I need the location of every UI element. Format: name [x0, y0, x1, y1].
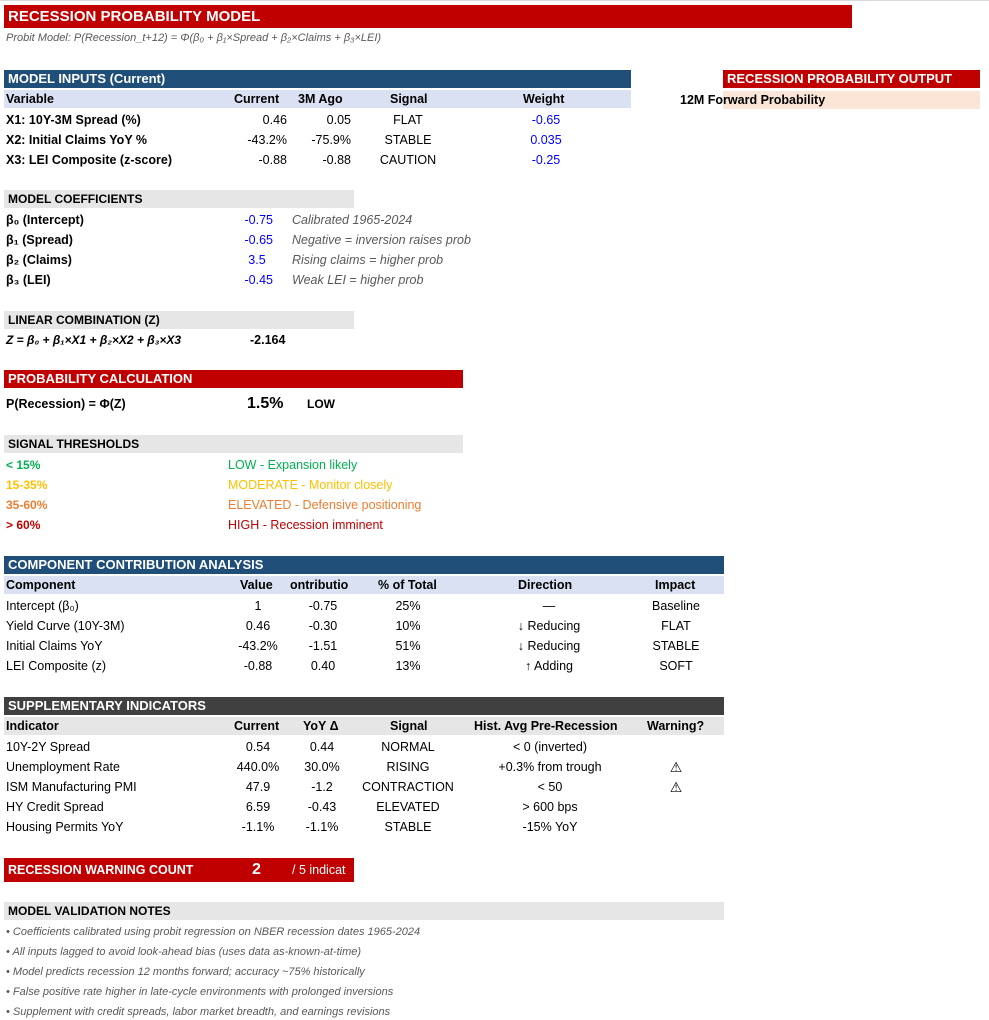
- input-3m-ago: -75.9%: [311, 133, 351, 147]
- contribution-column-header-row: [4, 576, 724, 594]
- supplementary-hist: +0.3% from trough: [498, 760, 602, 774]
- contribution-impact: FLAT: [661, 619, 691, 633]
- col-warning: Warning?: [647, 719, 705, 733]
- threshold-range: 35-60%: [6, 498, 48, 512]
- input-current: -43.2%: [247, 133, 287, 147]
- col-signal: Signal: [390, 719, 428, 733]
- warning-icon: ⚠: [669, 779, 683, 795]
- probability-label: P(Recession) = Φ(Z): [6, 397, 126, 411]
- supplementary-hist: -15% YoY: [522, 820, 578, 834]
- supplementary-yoy: -0.43: [307, 800, 337, 814]
- validation-note: • Supplement with credit spreads, labor market breadth, and earnings revisions: [6, 1006, 391, 1018]
- supplementary-signal: ELEVATED: [376, 800, 440, 814]
- supplementary-yoy: 30.0%: [304, 760, 340, 774]
- supplementary-current: 0.54: [245, 740, 271, 754]
- supplementary-signal: NORMAL: [381, 740, 435, 754]
- input-3m-ago: 0.05: [326, 113, 351, 127]
- coefficient-note: Rising claims = higher prob: [292, 253, 444, 267]
- col-hist-avg: Hist. Avg Pre-Recession: [474, 719, 618, 733]
- contribution-component: Intercept (β₀): [6, 599, 79, 613]
- input-variable: X2: Initial Claims YoY %: [6, 133, 148, 147]
- validation-note: • All inputs lagged to avoid look-ahead bias (uses data as-known-at-time): [6, 946, 362, 958]
- contribution-contrib: -0.30: [308, 619, 338, 633]
- input-variable: X3: LEI Composite (z-score): [6, 153, 172, 167]
- inputs-column-header-row: [4, 90, 631, 108]
- contribution-direction: ↓ Reducing: [517, 639, 581, 653]
- col-weight: Weight: [523, 92, 565, 106]
- col-component: Component: [6, 578, 76, 592]
- contribution-pct: 10%: [395, 619, 421, 633]
- contribution-impact: Baseline: [652, 599, 700, 613]
- contribution-row: [4, 596, 724, 616]
- col-indicator: Indicator: [6, 719, 59, 733]
- contribution-row: [4, 636, 724, 656]
- input-signal: STABLE: [384, 133, 432, 147]
- supplementary-signal: CONTRACTION: [362, 780, 454, 794]
- contribution-pct: 13%: [395, 659, 421, 673]
- coefficient-label: β₂ (Claims): [6, 253, 72, 267]
- linear-row: [4, 330, 604, 350]
- col-pct-total: % of Total: [378, 578, 437, 592]
- col-signal: Signal: [390, 92, 428, 106]
- threshold-row: [4, 455, 604, 475]
- supplementary-indicator: ISM Manufacturing PMI: [6, 780, 137, 794]
- supplementary-row: [4, 777, 724, 797]
- coefficient-row: [4, 250, 604, 270]
- col-yoy: YoY Δ: [303, 719, 339, 733]
- validation-header: MODEL VALIDATION NOTES: [4, 902, 724, 920]
- threshold-range: < 15%: [6, 458, 41, 472]
- grid-top-border: [0, 0, 989, 1]
- threshold-row: [4, 515, 604, 535]
- supplementary-current: 440.0%: [236, 760, 280, 774]
- coefficient-row: [4, 210, 604, 230]
- thresholds-header: SIGNAL THRESHOLDS: [4, 435, 463, 453]
- contribution-header: COMPONENT CONTRIBUTION ANALYSIS: [4, 556, 724, 574]
- supplementary-signal: STABLE: [384, 820, 432, 834]
- input-weight: -0.65: [531, 113, 561, 127]
- contribution-pct: 51%: [395, 639, 421, 653]
- coefficient-value: 3.5: [248, 253, 266, 267]
- supplementary-yoy: -1.2: [311, 780, 333, 794]
- warning-count-bar: [4, 858, 354, 882]
- contribution-direction: ↓ Reducing: [517, 619, 581, 633]
- supplementary-indicator: Unemployment Rate: [6, 760, 120, 774]
- contribution-component: Initial Claims YoY: [6, 639, 103, 653]
- warning-count-value: 2: [252, 861, 261, 878]
- contribution-value: -0.88: [243, 659, 273, 673]
- input-weight: -0.25: [531, 153, 561, 167]
- input-weight: 0.035: [530, 133, 562, 147]
- col-current: Current: [234, 92, 280, 106]
- output-label-text: 12M Forward Probability: [680, 93, 826, 107]
- threshold-row: [4, 495, 604, 515]
- supplementary-yoy: -1.1%: [305, 820, 339, 834]
- warning-icon: ⚠: [669, 759, 683, 775]
- contribution-contrib: -1.51: [308, 639, 338, 653]
- col-value: Value: [240, 578, 273, 592]
- coefficient-note: Calibrated 1965-2024: [292, 213, 413, 227]
- threshold-text: HIGH - Recession imminent: [228, 518, 383, 532]
- input-current: -0.88: [258, 153, 287, 167]
- coefficient-value: -0.75: [244, 213, 273, 227]
- coefficient-note: Negative = inversion raises prob: [292, 233, 471, 247]
- coefficient-label: β₃ (LEI): [6, 273, 51, 287]
- supplementary-yoy: 0.44: [309, 740, 335, 754]
- contribution-component: Yield Curve (10Y-3M): [6, 619, 125, 633]
- coefficient-row: [4, 230, 604, 250]
- validation-note: • Model predicts recession 12 months forward; accuracy ~75% historically: [6, 966, 365, 978]
- linear-formula: Z = β₀ + β₁×X1 + β₂×X2 + β₃×X3: [6, 333, 182, 347]
- col-variable: Variable: [6, 92, 54, 106]
- contribution-component: LEI Composite (z): [6, 659, 107, 673]
- supplementary-row: [4, 817, 724, 837]
- input-signal: FLAT: [393, 113, 423, 127]
- inputs-header: MODEL INPUTS (Current): [4, 70, 631, 88]
- contribution-direction: ↑ Adding: [525, 659, 573, 673]
- warning-count-suffix: / 5 indicat: [292, 863, 346, 877]
- page-subtitle: Probit Model: P(Recession_t+12) = Φ(β₀ + β₁×Spread + β₂×Claims + β₃×LEI): [6, 32, 382, 44]
- probability-row: [4, 392, 604, 416]
- contribution-value: -43.2%: [238, 639, 278, 653]
- supplementary-row: [4, 737, 724, 757]
- page-title: RECESSION PROBABILITY MODEL: [4, 5, 852, 28]
- supplementary-current: 6.59: [245, 800, 271, 814]
- threshold-row: [4, 475, 604, 495]
- input-row: [4, 130, 631, 150]
- coefficients-header: MODEL COEFFICIENTS: [4, 190, 354, 208]
- coefficient-value: -0.45: [244, 273, 273, 287]
- supplementary-signal: RISING: [386, 760, 430, 774]
- probability-header: PROBABILITY CALCULATION: [4, 370, 463, 388]
- col-impact: Impact: [655, 578, 696, 592]
- probability-level: LOW: [307, 397, 335, 411]
- linear-value: -2.164: [250, 333, 286, 347]
- supplementary-indicator: 10Y-2Y Spread: [6, 740, 91, 754]
- threshold-range: 15-35%: [6, 478, 48, 492]
- coefficient-label: β₀ (Intercept): [6, 213, 84, 227]
- contribution-impact: SOFT: [659, 659, 693, 673]
- input-signal: CAUTION: [379, 153, 437, 167]
- threshold-range: > 60%: [6, 518, 41, 532]
- col-contribution: ontributio: [290, 578, 349, 592]
- threshold-text: MODERATE - Monitor closely: [228, 478, 393, 492]
- col-direction: Direction: [518, 578, 573, 592]
- output-label: [640, 91, 980, 109]
- supplementary-hist: > 600 bps: [522, 800, 578, 814]
- supplementary-indicator: HY Credit Spread: [6, 800, 104, 814]
- contribution-contrib: -0.75: [308, 599, 338, 613]
- contribution-contrib: 0.40: [310, 659, 336, 673]
- coefficient-row: [4, 270, 604, 290]
- col-current: Current: [234, 719, 280, 733]
- contribution-value: 0.46: [245, 619, 271, 633]
- supplementary-header: SUPPLEMENTARY INDICATORS: [4, 697, 724, 715]
- contribution-value: 1: [254, 599, 262, 613]
- output-header: RECESSION PROBABILITY OUTPUT: [723, 70, 980, 88]
- supplementary-row: [4, 797, 724, 817]
- validation-note: • False positive rate higher in late-cycle environments with prolonged inversions: [6, 986, 394, 998]
- contribution-pct: 25%: [395, 599, 421, 613]
- contribution-row: [4, 616, 724, 636]
- input-current: 0.46: [262, 113, 287, 127]
- probability-value: 1.5%: [247, 395, 284, 412]
- input-3m-ago: -0.88: [322, 153, 351, 167]
- supplementary-column-header-row: [4, 717, 724, 735]
- supplementary-current: -1.1%: [241, 820, 275, 834]
- supplementary-hist: < 0 (inverted): [513, 740, 587, 754]
- coefficient-note: Weak LEI = higher prob: [292, 273, 424, 287]
- col-3m-ago: 3M Ago: [298, 92, 343, 106]
- supplementary-row: [4, 757, 724, 777]
- warning-count-label: RECESSION WARNING COUNT: [8, 863, 194, 877]
- linear-header: LINEAR COMBINATION (Z): [4, 311, 354, 329]
- contribution-impact: STABLE: [652, 639, 700, 653]
- contribution-row: [4, 656, 724, 676]
- supplementary-current: 47.9: [245, 780, 271, 794]
- contribution-direction: —: [542, 599, 556, 613]
- validation-note: • Coefficients calibrated using probit regression on NBER recession dates 1965-2024: [6, 926, 421, 938]
- supplementary-hist: < 50: [537, 780, 563, 794]
- coefficient-value: -0.65: [244, 233, 273, 247]
- input-row: [4, 110, 631, 130]
- input-row: [4, 150, 631, 170]
- threshold-text: ELEVATED - Defensive positioning: [228, 498, 422, 512]
- supplementary-indicator: Housing Permits YoY: [6, 820, 124, 834]
- coefficient-label: β₁ (Spread): [6, 233, 73, 247]
- threshold-text: LOW - Expansion likely: [228, 458, 358, 472]
- input-variable: X1: 10Y-3M Spread (%): [6, 113, 141, 127]
